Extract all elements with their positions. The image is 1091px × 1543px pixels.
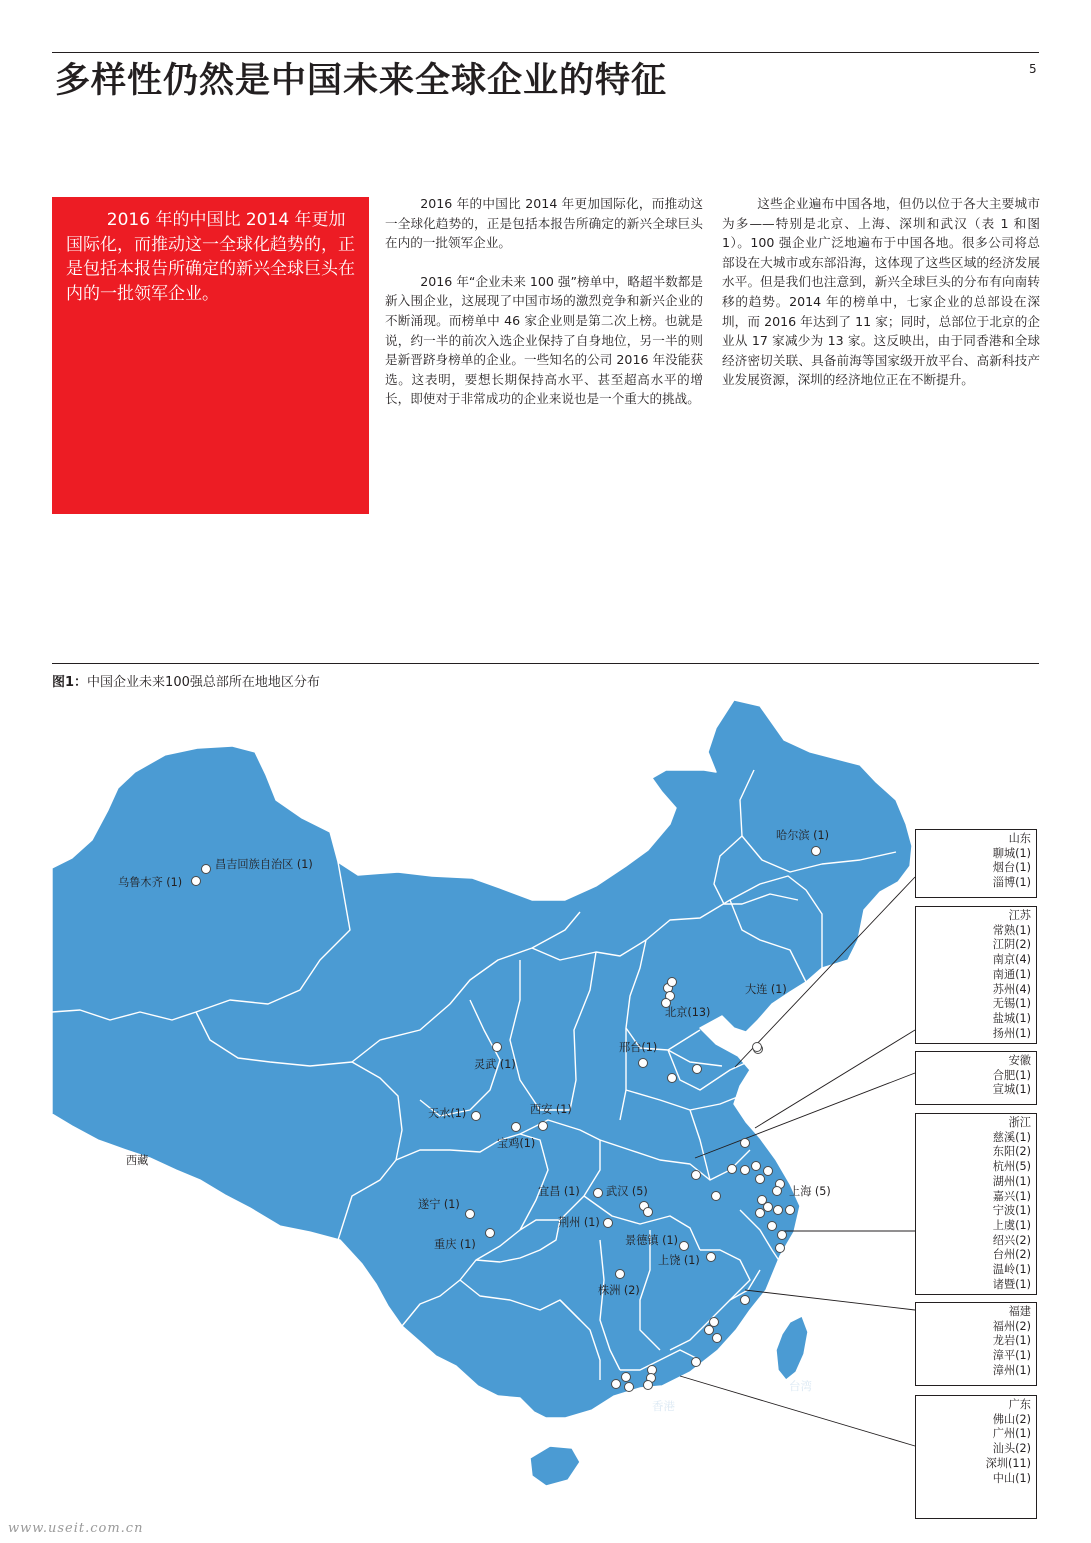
legend-box-fujian [915, 1302, 1037, 1386]
marker-zhejiang [756, 1209, 765, 1218]
legend-box-anhui [915, 1051, 1037, 1105]
callout-box [52, 197, 369, 514]
marker-suining [466, 1210, 475, 1219]
label-zhuzhou: 株洲 (2) [598, 1284, 640, 1297]
taiwan-island [776, 1316, 808, 1380]
legend-shandong-row: 烟台(1) [992, 861, 1031, 875]
legend-box-shandong [915, 829, 1037, 898]
marker-changji [202, 865, 211, 874]
marker-beijing [668, 978, 677, 987]
legend-zhejiang-row: 浙江 [1008, 1116, 1031, 1129]
legend-zhejiang-row: 嘉兴(1) [992, 1189, 1031, 1203]
marker-fujian [741, 1296, 750, 1305]
legend-guangdong-row: 中山(1) [992, 1471, 1031, 1485]
marker-shandong [693, 1065, 702, 1074]
legend-anhui-row: 安徽 [1008, 1054, 1031, 1067]
figure-caption-number: 图1： [52, 675, 88, 690]
legend-zhejiang-row: 诸暨(1) [992, 1277, 1031, 1291]
label-xingtai: 邢台(1) [619, 1041, 658, 1054]
marker-jiangsu [741, 1139, 750, 1148]
legend-box-guangdong [915, 1395, 1037, 1519]
marker-fujian [713, 1334, 722, 1343]
legend-zhejiang-row: 温岭(1) [992, 1263, 1031, 1277]
label-hongkong: 香港 [652, 1399, 675, 1413]
label-beijing: 北京(13) [665, 1006, 711, 1019]
marker-shandong [753, 1043, 762, 1052]
marker-baoji [512, 1123, 521, 1132]
marker-urumqi [192, 877, 201, 886]
watermark: www.useit.com.cn [8, 1521, 144, 1536]
marker-fujian [710, 1318, 719, 1327]
figure-rule [52, 663, 1039, 664]
marker-chongqing [486, 1229, 495, 1238]
marker-jiangsu [756, 1175, 765, 1184]
figure-caption [52, 671, 320, 690]
marker-xian [539, 1122, 548, 1131]
marker-shandong [668, 1074, 677, 1083]
leader-fujian [745, 1290, 915, 1310]
legend-jiangsu-row: 江阴(2) [992, 938, 1031, 952]
legend-jiangsu-row: 常熟(1) [992, 923, 1031, 937]
legend-fujian-row: 漳州(1) [992, 1363, 1031, 1377]
legend-guangdong-row: 广州(1) [992, 1427, 1031, 1441]
legend-shandong-row: 淄博(1) [992, 876, 1031, 890]
marker-guangdong [644, 1381, 653, 1390]
marker-guangdong [612, 1380, 621, 1389]
label-shangrao: 上饶 (1) [658, 1254, 700, 1267]
legend-guangdong-row: 汕头(2) [992, 1442, 1031, 1456]
legend-fujian-row: 漳平(1) [992, 1349, 1031, 1363]
col1-paragraph-2: 2016 年“企业未来 100 强”榜单中，略超半数都是新入围企业，这展现了中国市场的激烈竞争和新兴企业的不断涌现。而榜单中 46 家企业则是第二次上榜。也就是说，约一半的前次入选企业保持了自身地位，另一半的则是新晋跻身榜单的企业。一些知名的公司 2016 年没能获选。这表明，要想长期保持高水平、甚至超高水平的增长，即使对于非常成功的企业来说也是一个重大的挑战。 [385, 273, 703, 407]
top-rule [52, 52, 1039, 53]
legend-zhejiang-row: 绍兴(2) [992, 1233, 1031, 1247]
marker-jiangsu [728, 1165, 737, 1174]
col2-paragraph-1: 这些企业遍布中国各地，但仍以位于各大主要城市为多——特别是北京、上海、深圳和武汉（表 1 和图 1）。100 强企业广泛地遍布于中国各地。很多公司将总部设在大城市或东部沿海，这体现了这些区域的经济发展水平。但是我们也注意到，新兴全球巨头的分布有向南转移的趋势。2014 年的榜单中，七家企业的总部设在深圳，而 2016 年达到了 11 家；同时，总部位于北京的企业从 17 家减少为 13 家。这反映出，由于同香港和全球经济密切关联、具备前海等国家级开放平台、高新科技产业发展资源，深圳的经济地位正在不断提升。 [722, 196, 1040, 388]
marker-wuhan [644, 1208, 653, 1217]
marker-fujian [705, 1326, 714, 1335]
marker-guangdong [692, 1358, 701, 1367]
label-dalian: 大连 (1) [745, 983, 787, 996]
legend-jiangsu-row: 苏州(4) [992, 982, 1031, 996]
col1-paragraph-1: 2016 年的中国比 2014 年更加国际化，而推动这一全球化趋势的，正是包括本报告所确定的新兴全球巨头在内的一批领军企业。 [385, 196, 703, 251]
legend-box-jiangsu [915, 906, 1037, 1044]
label-suining: 遂宁 (1) [418, 1198, 460, 1211]
label-taiwan: 台湾 [789, 1379, 812, 1393]
legend-anhui-row: 合肥(1) [992, 1068, 1031, 1082]
legend-shandong-row: 山东 [1008, 832, 1031, 845]
label-jingdezhen: 景德镇 (1) [625, 1234, 678, 1247]
leader-jiangsu [755, 1030, 915, 1128]
marker-xingtai [639, 1059, 648, 1068]
legend-guangdong-row: 深圳(11) [985, 1456, 1031, 1470]
label-lingwu: 灵武 (1) [474, 1058, 516, 1071]
legend-fujian-row: 福建 [1008, 1305, 1031, 1318]
legend-jiangsu-row: 南京(4) [992, 953, 1031, 967]
legend-guangdong-row: 佛山(2) [992, 1412, 1031, 1426]
marker-jiangsu [764, 1167, 773, 1176]
marker-guangdong [622, 1373, 631, 1382]
body-column-2 [722, 194, 1040, 409]
callout-text: 2016 年的中国比 2014 年更加国际化，而推动这一全球化趋势的，正是包括本报告所确定的新兴全球巨头在内的一批领军企业。 [66, 210, 355, 304]
legend-zhejiang-row: 慈溪(1) [992, 1130, 1031, 1144]
label-jingzhou: 荆州 (1) [558, 1216, 600, 1229]
legend-jiangsu-row: 南通(1) [992, 967, 1031, 981]
marker-anhui [712, 1192, 721, 1201]
marker-harbin [812, 847, 821, 856]
legend-fujian-row: 龙岩(1) [992, 1334, 1031, 1348]
label-changji: 昌吉回族自治区 (1) [215, 858, 313, 871]
label-urumqi: 乌鲁木齐 (1) [118, 876, 183, 889]
hainan-island [530, 1446, 580, 1486]
legend-fujian-row: 福州(2) [992, 1319, 1031, 1333]
body-column-1 [385, 194, 703, 428]
legend-jiangsu-row: 江苏 [1008, 909, 1031, 922]
marker-zhejiang [768, 1222, 777, 1231]
legend-anhui-row: 宣城(1) [992, 1083, 1031, 1097]
legend-guangdong-row: 广东 [1008, 1398, 1031, 1411]
label-chongqing: 重庆 (1) [434, 1238, 476, 1251]
marker-shangrao [707, 1253, 716, 1262]
marker-zhuzhou [616, 1270, 625, 1279]
legend-zhejiang-row: 宁波(1) [992, 1204, 1031, 1218]
legend-zhejiang-row: 台州(2) [992, 1248, 1031, 1262]
legend-zhejiang-row: 上虞(1) [992, 1218, 1031, 1232]
legend-jiangsu-row: 扬州(1) [992, 1026, 1031, 1040]
label-tibet: 西藏 [126, 1154, 149, 1167]
legend-shandong-row: 聊城(1) [992, 846, 1031, 860]
marker-zhejiang [774, 1206, 783, 1215]
marker-zhejiang [778, 1231, 787, 1240]
legend-jiangsu-row: 盐城(1) [992, 1011, 1031, 1025]
marker-yichang [594, 1189, 603, 1198]
label-baoji: 宝鸡(1) [497, 1137, 536, 1150]
marker-anhui [692, 1171, 701, 1180]
marker-jingdezhen [680, 1242, 689, 1251]
label-harbin: 哈尔滨 (1) [776, 829, 829, 842]
label-tianshui: 天水(1) [428, 1107, 467, 1120]
marker-jingzhou [604, 1219, 613, 1228]
marker-jiangsu [741, 1166, 750, 1175]
label-xian: 西安 (1) [530, 1103, 572, 1116]
map-landmass [52, 700, 912, 1486]
figure-caption-text: 中国企业未来100强总部所在地地区分布 [87, 675, 320, 690]
legend-box-zhejiang [915, 1113, 1037, 1295]
marker-zhejiang [764, 1203, 773, 1212]
marker-zhejiang [786, 1206, 795, 1215]
marker-guangdong [625, 1383, 634, 1392]
label-yichang: 宜昌 (1) [538, 1185, 580, 1198]
marker-tianshui [472, 1112, 481, 1121]
marker-zhejiang [776, 1244, 785, 1253]
legend-zhejiang-row: 东阳(2) [992, 1145, 1031, 1159]
label-wuhan: 武汉 (5) [606, 1185, 648, 1198]
legend-zhejiang-row: 杭州(5) [992, 1160, 1031, 1174]
label-shanghai: 上海 (5) [789, 1185, 831, 1198]
marker-shanghai [773, 1187, 782, 1196]
marker-lingwu [493, 1043, 502, 1052]
page-title: 多样性仍然是中国未来全球企业的特征 [55, 61, 668, 101]
page-number: 5 [1029, 62, 1037, 76]
legend-zhejiang-row: 湖州(1) [992, 1174, 1031, 1188]
marker-jiangsu [752, 1162, 761, 1171]
legend-jiangsu-row: 无锡(1) [992, 997, 1031, 1011]
